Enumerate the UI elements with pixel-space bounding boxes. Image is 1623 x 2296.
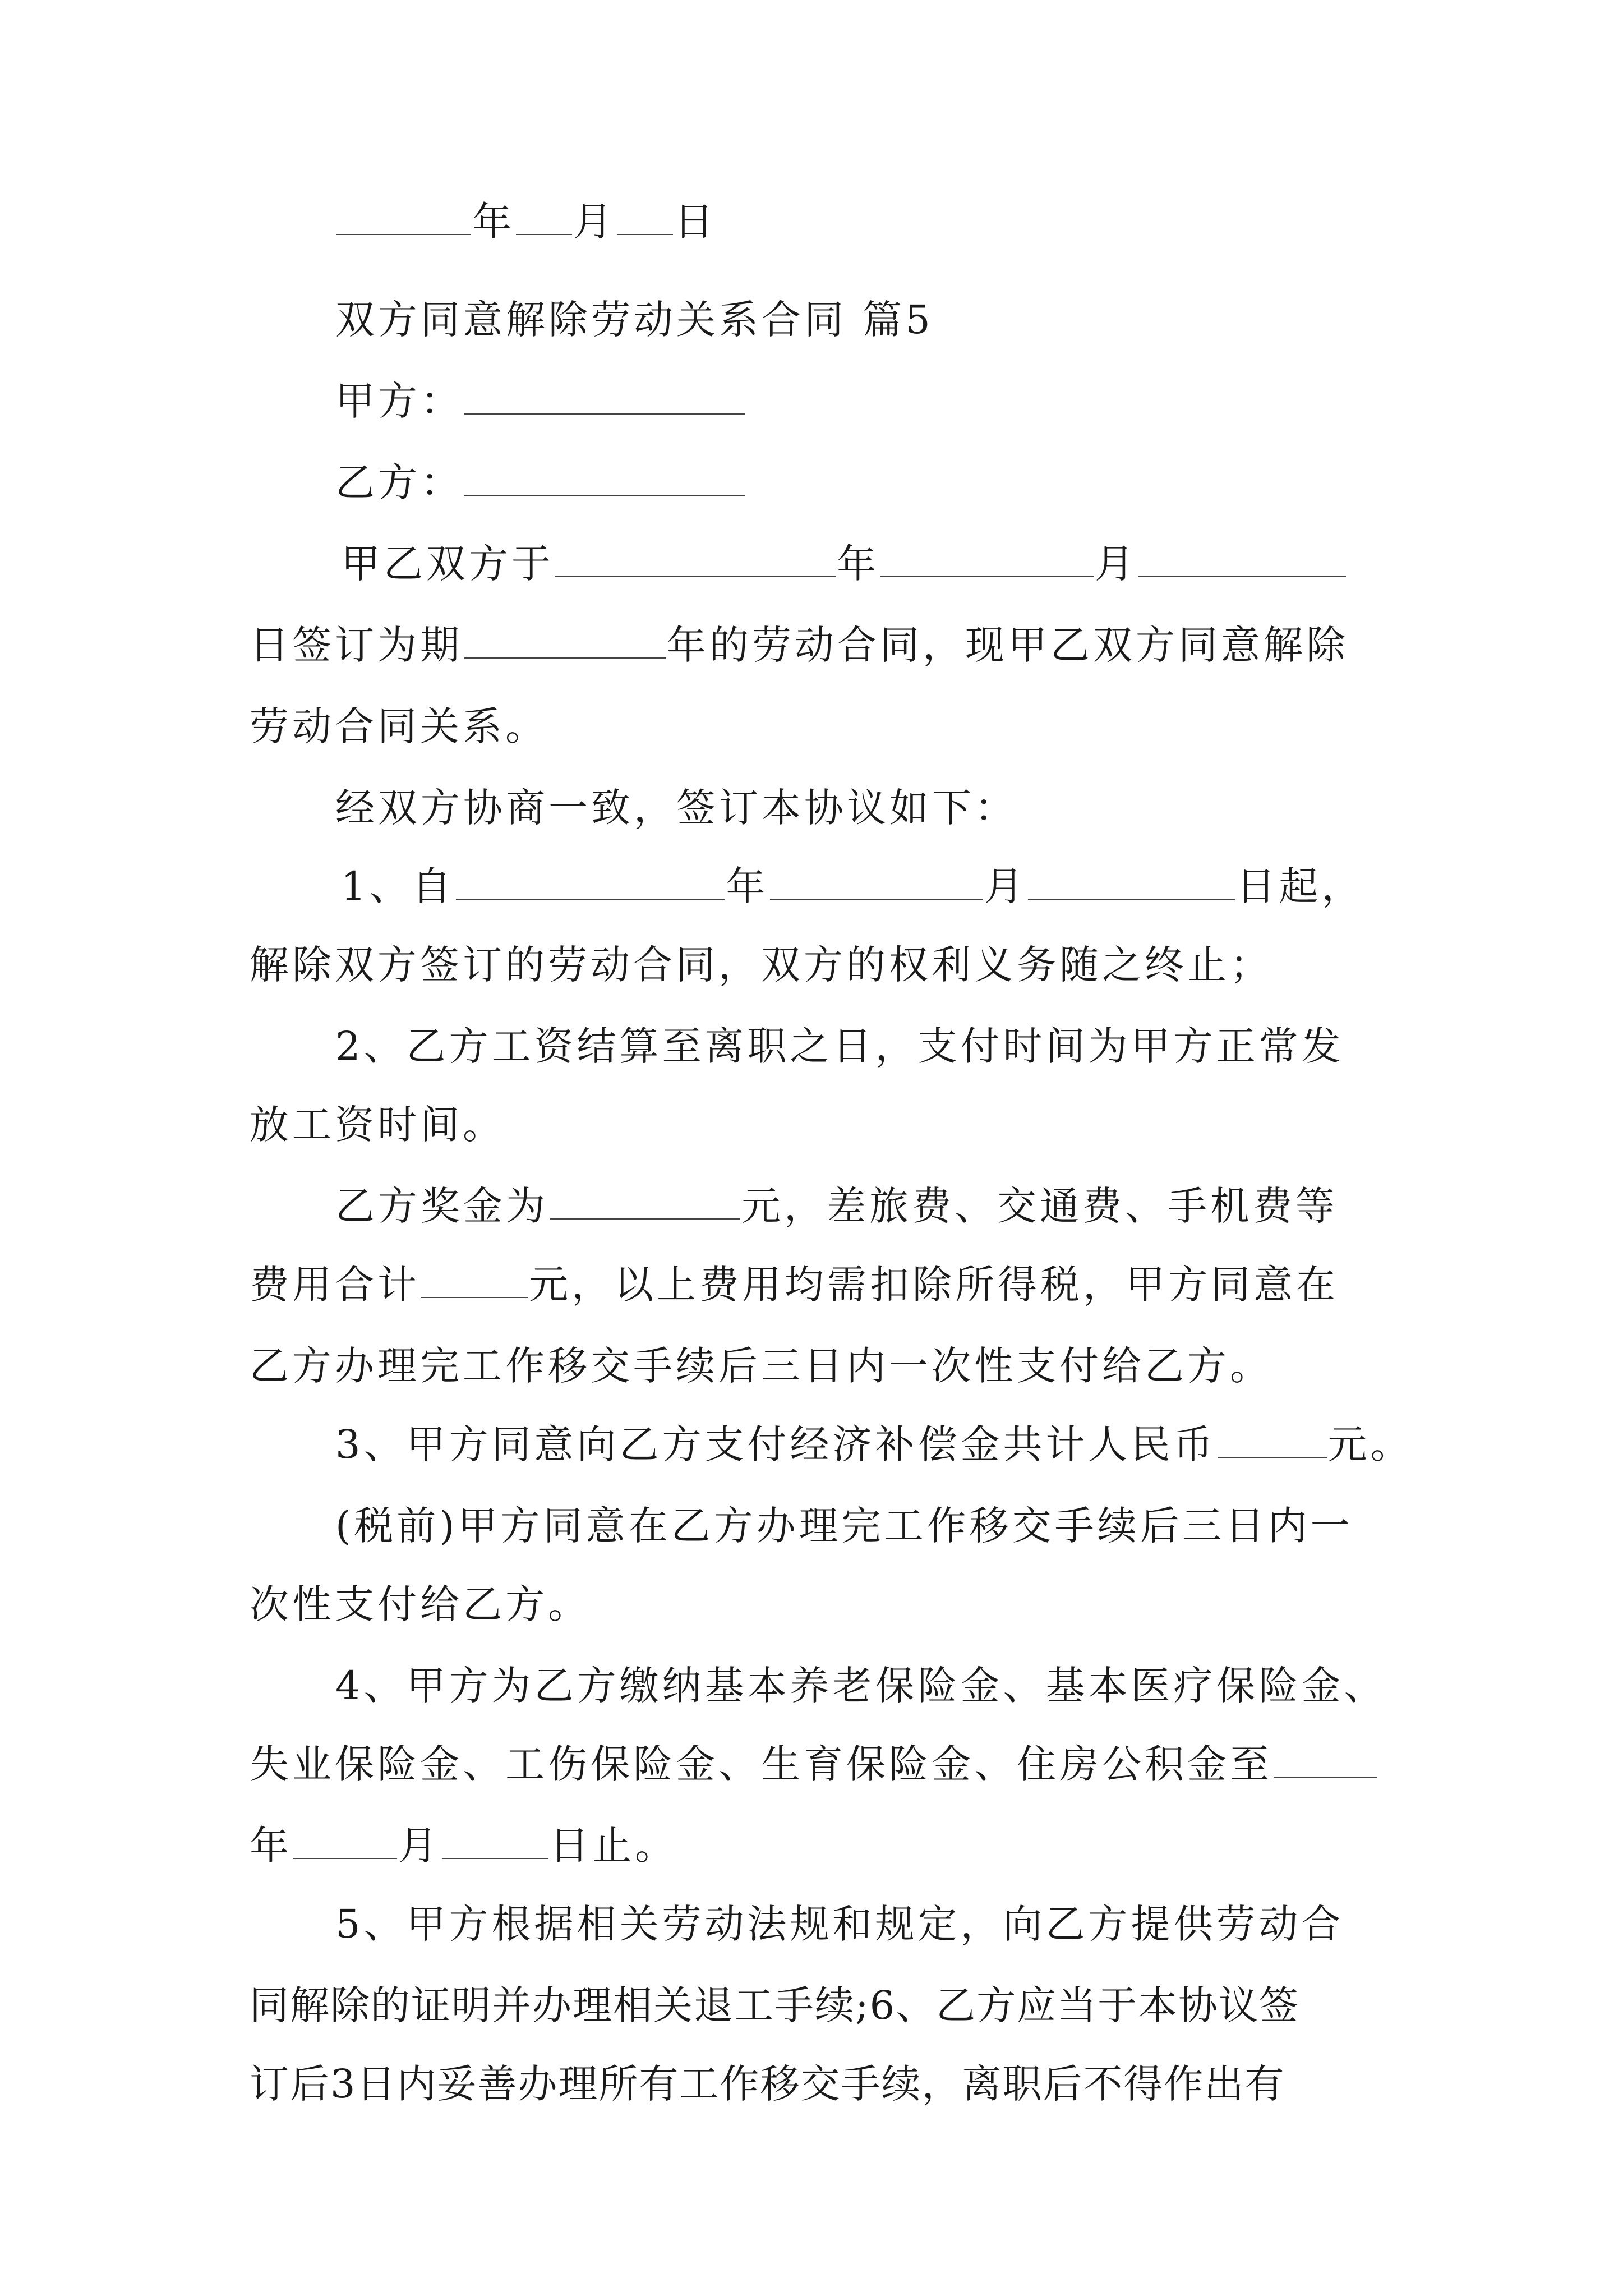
intro-year-blank — [555, 540, 836, 577]
clause1-year: 年 — [726, 863, 769, 909]
day-blank — [617, 198, 673, 235]
clause1-suffix: 日起， — [1236, 863, 1364, 909]
party-a-blank — [464, 378, 745, 415]
clause3-prefix: 3、甲方同意向乙方支付经济补偿金共计人民币 — [335, 1421, 1216, 1467]
clause2-line-1: 2、乙方工资结算至离职之日，支付时间为甲方正常发 — [335, 1023, 1344, 1069]
clause4-line-2 — [250, 1736, 1378, 1792]
intro-term-suffix: 年的劳动合同，现甲乙双方同意解除 — [667, 622, 1349, 668]
intro-term-blank — [464, 622, 666, 659]
document-title: 双方同意解除劳动关系合同 篇5 — [335, 297, 934, 343]
clause4-suffix: 日止。 — [550, 1823, 677, 1869]
intro-line-3: 劳动合同关系。 — [250, 703, 548, 749]
intro-month: 月 — [1095, 541, 1137, 587]
intro-day-blank — [1138, 540, 1346, 577]
party-b-line — [335, 454, 746, 510]
negotiation-line: 经双方协商一致，签订本协议如下： — [335, 785, 1017, 831]
clause3-line-1 — [335, 1416, 1413, 1473]
party-b-blank — [464, 459, 745, 496]
clause4-month: 月 — [398, 1823, 441, 1869]
bonus-line-3: 乙方办理完工作移交手续后三日内一次性支付给乙方。 — [250, 1343, 1272, 1389]
clause5-line-1: 5、甲方根据相关劳动法规和规定，向乙方提供劳动合 — [335, 1901, 1344, 1947]
intro-month-blank — [880, 540, 1094, 577]
intro-term-prefix: 日签订为期 — [250, 622, 463, 668]
party-b-label: 乙方： — [335, 459, 463, 505]
clause4-line-3 — [250, 1818, 677, 1874]
intro-line-2 — [250, 617, 1349, 673]
party-a-line — [335, 373, 746, 429]
party-a-label: 甲方： — [335, 378, 463, 424]
clause4-day-blank — [442, 1822, 548, 1859]
intro-year: 年 — [837, 541, 879, 587]
month-blank — [516, 198, 572, 235]
clause3-line-3: 次性支付给乙方。 — [250, 1581, 591, 1627]
clause4-text: 失业保险金、工伤保险金、生育保险金、住房公积金至 — [250, 1741, 1272, 1787]
bonus-suffix: 元，差旅费、交通费、手机费等 — [741, 1183, 1338, 1229]
clause2-line-2: 放工资时间。 — [250, 1102, 505, 1148]
clause4-line-1: 4、甲方为乙方缴纳基本养老保险金、基本医疗保险金、 — [335, 1663, 1387, 1709]
clause4-year: 年 — [250, 1823, 292, 1869]
clause4-year-blank — [1274, 1741, 1377, 1778]
bonus-line-1 — [335, 1178, 1338, 1234]
clause1-line-1 — [341, 858, 1364, 914]
expenses-suffix: 元，以上费用均需扣除所得税，甲方同意在 — [529, 1262, 1339, 1308]
year-blank — [336, 198, 471, 235]
clause1-day-blank — [1028, 863, 1235, 900]
compensation-blank — [1218, 1421, 1327, 1458]
clause5-line-3: 订后3日内妥善办理所有工作移交手续，离职后不得作出有 — [250, 2061, 1285, 2107]
clause1-line-2: 解除双方签订的劳动合同，双方的权利义务随之终止； — [250, 942, 1272, 988]
clause3-line-2: (税前)甲方同意在乙方办理完工作移交手续后三日内一 — [335, 1503, 1353, 1549]
date-year: 年 — [472, 199, 515, 245]
bonus-amount-blank — [550, 1182, 740, 1220]
clause3-suffix: 元。 — [1327, 1421, 1413, 1467]
bonus-prefix: 乙方奖金为 — [335, 1183, 548, 1229]
intro-line-1 — [341, 536, 1347, 592]
clause1-month-blank — [770, 863, 983, 900]
clause1-year-blank — [456, 863, 725, 900]
clause5-line-2: 同解除的证明并办理相关退工手续;6、乙方应当于本协议签 — [250, 1982, 1300, 2028]
expenses-amount-blank — [421, 1261, 528, 1298]
intro-prefix: 甲乙双方于 — [341, 541, 554, 587]
clause4-month-blank — [293, 1822, 397, 1859]
date-line — [335, 194, 717, 250]
bonus-line-2 — [250, 1257, 1339, 1313]
clause1-month: 月 — [984, 863, 1027, 909]
clause1-prefix: 1、自 — [341, 863, 455, 909]
expenses-prefix: 费用合计 — [250, 1262, 420, 1308]
date-day: 日 — [674, 199, 717, 245]
date-month: 月 — [573, 199, 616, 245]
